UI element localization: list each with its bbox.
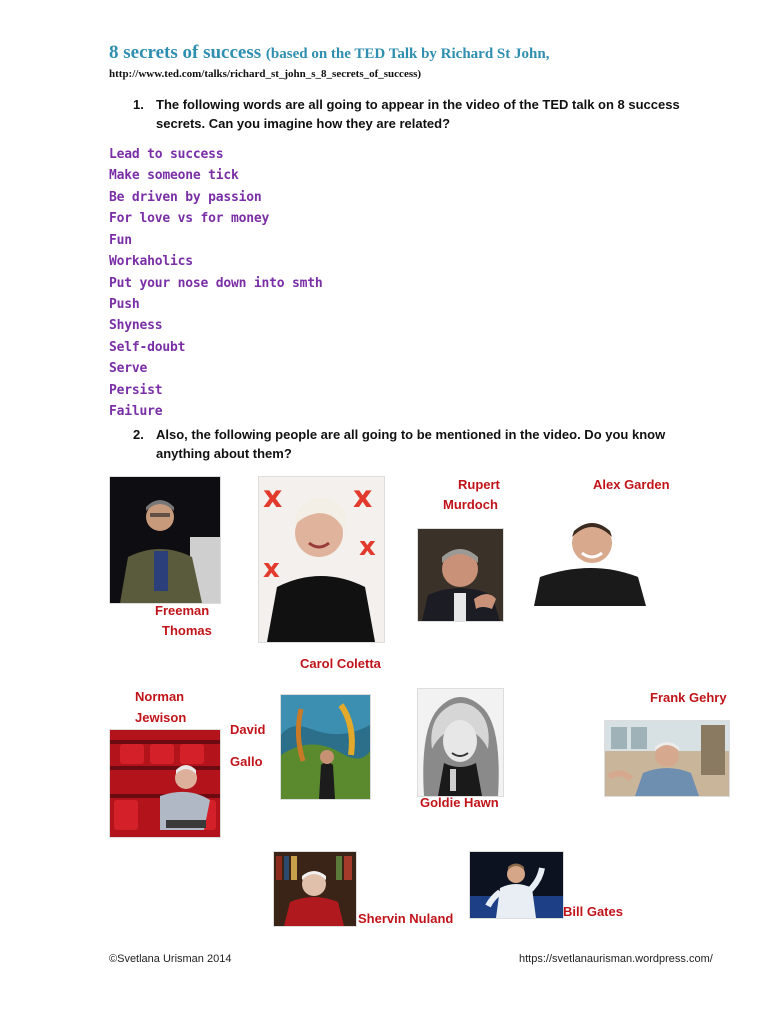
photo-norman-jewison [109, 729, 221, 838]
question-2-text: Also, the following people are all going to be mentioned in the video. Do you know anything about them? [156, 427, 666, 461]
photo-freeman-thomas [109, 476, 221, 604]
svg-text:x: x [353, 480, 373, 515]
word-item: Lead to success [109, 147, 224, 162]
word-item: For love vs for money [109, 211, 270, 226]
question-2-number: 2. [133, 427, 144, 442]
title-main-text: 8 secrets of success [109, 42, 262, 63]
name-goldie-hawn: Goldie Hawn [420, 795, 499, 810]
name-alex-garden: Alex Garden [593, 477, 670, 492]
svg-text:x: x [359, 532, 376, 562]
photo-bill-gates [469, 851, 564, 919]
word-item: Workaholics [109, 254, 193, 269]
photo-david-gallo [280, 694, 371, 800]
photo-carol-coletta [258, 476, 385, 643]
question-1-text: The following words are all going to appear in the video of the TED talk on 8 success secrets. Can you imagine how they are related? [156, 97, 680, 131]
name-freeman: Freeman [155, 603, 210, 618]
name-carol-coletta: Carol Coletta [300, 656, 381, 671]
word-item: Push [109, 297, 140, 312]
question-1-number: 1. [133, 97, 144, 112]
photo-rupert-murdoch [417, 528, 504, 622]
word-item: Put your nose down into smth [109, 276, 323, 291]
footer-copyright: ©Svetlana Urisman 2014 [109, 953, 232, 965]
word-item: Shyness [109, 318, 163, 333]
word-item: Failure [109, 404, 163, 419]
word-item: Persist [109, 383, 163, 398]
photo-shervin-nuland [273, 851, 357, 927]
question-2 [133, 425, 733, 465]
name-murdoch: Murdoch [443, 497, 498, 512]
name-david: David [230, 722, 266, 737]
photo-frank-gehry [604, 720, 730, 797]
word-item: Self-doubt [109, 340, 186, 355]
footer-website-link[interactable]: https://svetlanaurisman.wordpress.com/ [519, 953, 713, 965]
word-item: Make someone tick [109, 168, 239, 183]
photo-goldie-hawn [417, 688, 504, 797]
name-bill-gates: Bill Gates [563, 904, 623, 919]
name-frank-gehry: Frank Gehry [650, 690, 727, 705]
ted-url: http://www.ted.com/talks/richard_st_john_s_8_secrets_of_success) [109, 68, 422, 80]
svg-text:x: x [263, 480, 283, 515]
name-jewison: Jewison [135, 710, 187, 725]
word-item: Be driven by passion [109, 190, 262, 205]
svg-text:x: x [263, 554, 280, 584]
name-thomas: Thomas [162, 623, 212, 638]
name-gallo: Gallo [230, 754, 263, 769]
question-1 [133, 95, 733, 135]
name-rupert: Rupert [458, 477, 500, 492]
name-norman: Norman [135, 689, 185, 704]
word-item: Serve [109, 361, 148, 376]
word-item: Fun [109, 233, 132, 248]
title-subtitle: (based on the TED Talk by Richard St John, [265, 46, 550, 62]
photo-alex-garden [534, 513, 670, 606]
name-shervin-nuland: Shervin Nuland [358, 911, 454, 926]
page-title [109, 42, 549, 64]
